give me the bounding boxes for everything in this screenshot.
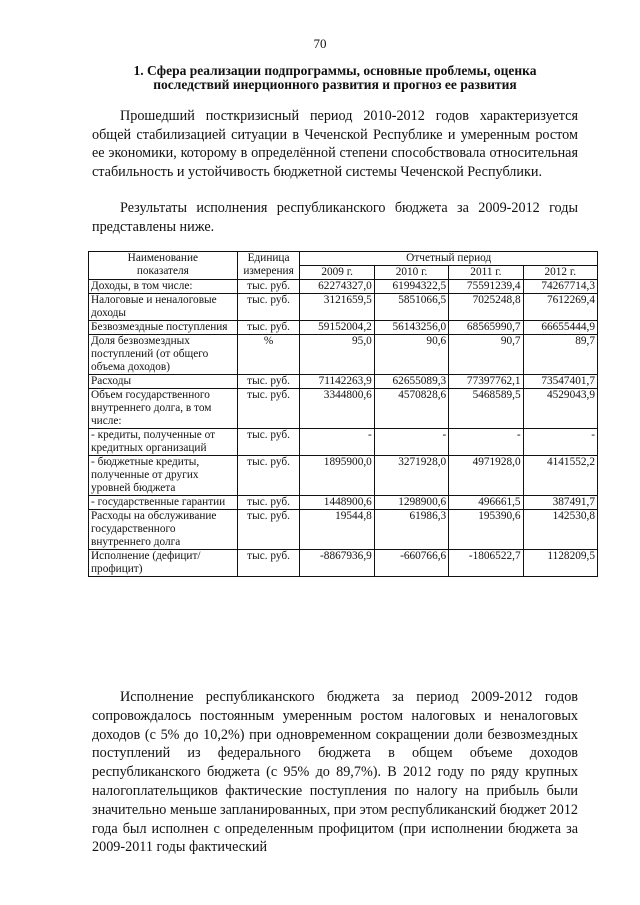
value-cell: 62655089,3	[374, 375, 448, 389]
header-name-line-2: показателя	[136, 265, 189, 277]
unit-cell: тыс. руб.	[237, 321, 300, 335]
header-year: 2012 г.	[523, 266, 597, 280]
value-cell: 77397762,1	[449, 375, 523, 389]
header-indicator-name	[89, 252, 238, 280]
table-row	[89, 550, 598, 577]
indicator-name-cell: Исполнение (дефицит/профицит)	[89, 550, 238, 577]
table-row	[89, 321, 598, 335]
table-row	[89, 496, 598, 510]
unit-cell: тыс. руб.	[237, 550, 300, 577]
value-cell: 68565990,7	[449, 321, 523, 335]
value-cell: 1298900,6	[374, 496, 448, 510]
value-cell: -	[374, 429, 448, 456]
table-intro-paragraph: Результаты исполнения республиканского бюджета за 2009-2012 годы представлены ниже.	[92, 200, 578, 235]
value-cell: 95,0	[300, 335, 374, 375]
value-cell: 73547401,7	[523, 375, 597, 389]
budget-results-table	[88, 251, 598, 577]
unit-cell: %	[237, 335, 300, 375]
header-year: 2010 г.	[374, 266, 448, 280]
value-cell: 5468589,5	[449, 389, 523, 429]
value-cell: 62274327,0	[300, 280, 374, 294]
unit-cell: тыс. руб.	[237, 280, 300, 294]
indicator-name-cell: Объем государственного внутреннего долга, в том числе:	[89, 389, 238, 429]
value-cell: -	[449, 429, 523, 456]
table-row	[89, 429, 598, 456]
unit-cell: тыс. руб.	[237, 294, 300, 321]
unit-cell: тыс. руб.	[237, 510, 300, 550]
header-unit-line-1: Единица	[247, 252, 290, 264]
table-row	[89, 510, 598, 550]
value-cell: 90,6	[374, 335, 448, 375]
value-cell: 61986,3	[374, 510, 448, 550]
value-cell: -660766,6	[374, 550, 448, 577]
value-cell: 7025248,8	[449, 294, 523, 321]
indicator-name-cell: Налоговые и неналоговые доходы	[89, 294, 238, 321]
value-cell: 1448900,6	[300, 496, 374, 510]
table-row	[89, 389, 598, 429]
unit-cell: тыс. руб.	[237, 496, 300, 510]
value-cell: 66655444,9	[523, 321, 597, 335]
value-cell: 7612269,4	[523, 294, 597, 321]
header-name-line-1: Наименование	[127, 252, 199, 264]
table-body	[89, 280, 598, 577]
value-cell: 56143256,0	[374, 321, 448, 335]
value-cell: -	[523, 429, 597, 456]
header-unit-line-2: измерения	[243, 265, 294, 277]
value-cell: 75591239,4	[449, 280, 523, 294]
header-unit	[237, 252, 300, 280]
table-header-row	[89, 252, 598, 266]
value-cell: 4141552,2	[523, 456, 597, 496]
heading-line-2: последствий инерционного развития и прогноз ее развития	[153, 77, 517, 92]
value-cell: 19544,8	[300, 510, 374, 550]
unit-cell: тыс. руб.	[237, 429, 300, 456]
value-cell: 4529043,9	[523, 389, 597, 429]
indicator-name-cell: - кредиты, полученные от кредитных организаций	[89, 429, 238, 456]
value-cell: 3271928,0	[374, 456, 448, 496]
value-cell: 1895900,0	[300, 456, 374, 496]
indicator-name-cell: Доходы, в том числе:	[89, 280, 238, 294]
value-cell: 89,7	[523, 335, 597, 375]
header-year: 2011 г.	[449, 266, 523, 280]
conclusion-paragraph: Исполнение республиканского бюджета за период 2009-2012 годов сопровождалось постоянным умеренным ростом налоговых и неналоговых доходов (с 5% до 10,2%) при одновременном сокращении доли безвозмездных поступлений из федерального бюджета в общем объеме доходов республиканского бюджета (с 95% до 89,7%). В 2012 году по ряду крупных налогоплательщиков фактические поступления по налогу на прибыль были значительно меньше запланированных, при этом республиканский бюджет 2012 года был исполнен с определенным профицитом (при исполнении бюджета за 2009-2011 годы фактический	[92, 689, 579, 856]
intro-paragraph: Прошедший посткризисный период 2010-2012 годов характеризуется общей стабилизацией ситуации в Чеченской Республике и умеренным ростом ее экономики, которому в определённой степени способствовала относительная стабильность и устойчивость бюджетной системы Чеченской Республики.	[92, 108, 578, 180]
unit-cell: тыс. руб.	[237, 389, 300, 429]
value-cell: 3121659,5	[300, 294, 374, 321]
value-cell: 1128209,5	[523, 550, 597, 577]
indicator-name-cell: - бюджетные кредиты, полученные от других уровней бюджета	[89, 456, 238, 496]
unit-cell: тыс. руб.	[237, 456, 300, 496]
table-row	[89, 294, 598, 321]
value-cell: 387491,7	[523, 496, 597, 510]
value-cell: 74267714,3	[523, 280, 597, 294]
value-cell: 496661,5	[449, 496, 523, 510]
table-row	[89, 375, 598, 389]
indicator-name-cell: Доля безвозмездных поступлений (от общего объема доходов)	[89, 335, 238, 375]
header-reporting-period: Отчетный период	[300, 252, 598, 266]
indicator-name-cell: Безвозмездные поступления	[89, 321, 238, 335]
value-cell: 3344800,6	[300, 389, 374, 429]
heading-line-1: 1. Сфера реализации подпрограммы, основные проблемы, оценка	[133, 63, 537, 78]
section-heading	[92, 64, 578, 92]
table-row	[89, 280, 598, 294]
value-cell: 142530,8	[523, 510, 597, 550]
unit-cell: тыс. руб.	[237, 375, 300, 389]
page-number: 70	[313, 36, 327, 51]
value-cell: 61994322,5	[374, 280, 448, 294]
value-cell: 195390,6	[449, 510, 523, 550]
value-cell: 90,7	[449, 335, 523, 375]
value-cell: 4570828,6	[374, 389, 448, 429]
table-row	[89, 335, 598, 375]
indicator-name-cell: - государственные гарантии	[89, 496, 238, 510]
header-year: 2009 г.	[300, 266, 374, 280]
value-cell: 59152004,2	[300, 321, 374, 335]
value-cell: 5851066,5	[374, 294, 448, 321]
indicator-name-cell: Расходы	[89, 375, 238, 389]
value-cell: -	[300, 429, 374, 456]
value-cell: -1806522,7	[449, 550, 523, 577]
table-row	[89, 456, 598, 496]
value-cell: -8867936,9	[300, 550, 374, 577]
indicator-name-cell: Расходы на обслуживание государственного внутреннего долга	[89, 510, 238, 550]
value-cell: 4971928,0	[449, 456, 523, 496]
value-cell: 71142263,9	[300, 375, 374, 389]
